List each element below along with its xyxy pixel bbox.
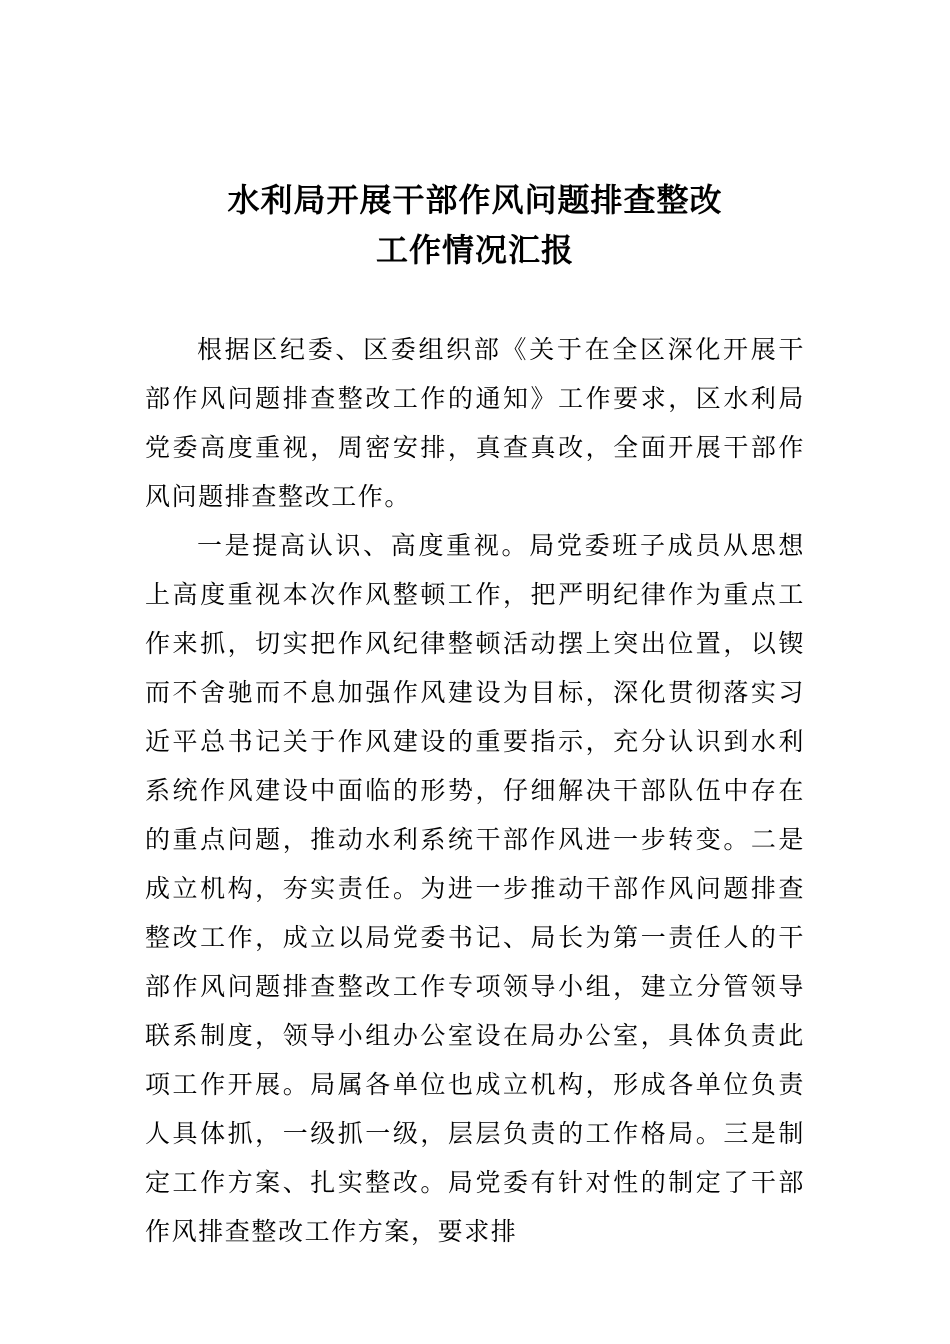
document-title-line-2: 工作情况汇报	[375, 231, 574, 269]
document-title-line-1: 水利局开展干部作风问题排查整改	[227, 181, 723, 219]
body-paragraph-1: 根据区纪委、区委组织部《关于在全区深化开展干部作风问题排查整改工作的通知》工作要求，区水利局党委高度重视，周密安排，真查真改，全面开展干部作风问题排查整改工作。	[145, 335, 805, 511]
body-paragraph-2: 一是提高认识、高度重视。局党委班子成员从思想上高度重视本次作风整顿工作，把严明纪律作为重点工作来抓，切实把作风纪律整顿活动摆上突出位置，以锲而不舍驰而不息加强作风建设为目标，深化贯彻落实习近平总书记关于作风建设的重要指示，充分认识到水利系统作风建设中面临的形势，仔细解决干部队伍中存在的重点问题，推动水利系统干部作风进一步转变。二是成立机构，夯实责任。为进一步推动干部作风问题排查整改工作，成立以局党委书记、局长为第一责任人的干部作风问题排查整改工作专项领导小组，建立分管领导联系制度，领导小组办公室设在局办公室，具体负责此项工作开展。局属各单位也成立机构，形成各单位负责人具体抓，一级抓一级，层层负责的工作格局。三是制定工作方案、扎实整改。局党委有针对性的制定了干部作风排查整改工作方案，要求排	[145, 531, 805, 1246]
